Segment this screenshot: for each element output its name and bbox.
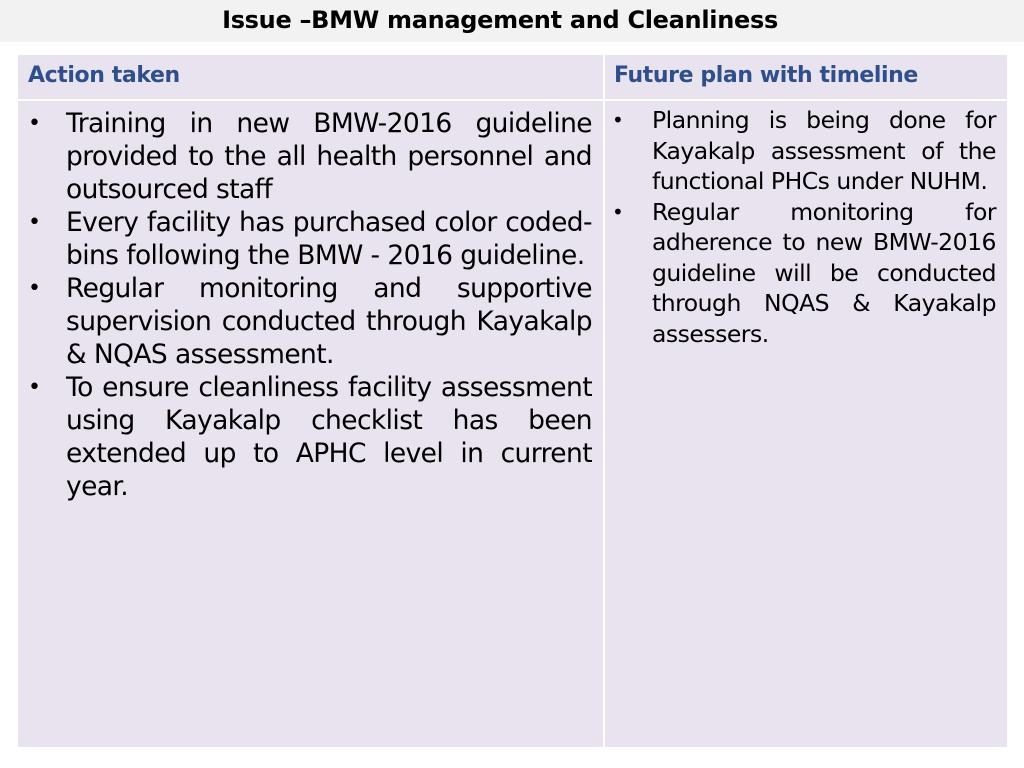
list-item-text: Every facility has purchased color coded- bins following the BMW - 2016 guideline. <box>66 207 592 271</box>
bullet-icon: • <box>28 276 41 301</box>
slide-title: Issue –BMW management and Cleanliness <box>222 6 778 34</box>
column-header-action-taken: Action taken <box>28 63 180 88</box>
list-item <box>28 206 592 272</box>
list-item <box>28 272 592 371</box>
bullet-icon: • <box>612 199 624 224</box>
list-item <box>28 371 592 503</box>
action-taken-list <box>28 107 592 503</box>
header-divider <box>18 99 1007 101</box>
list-item-text: Regular monitoring for adherence to new BMW-2016 guideline will be conducted through NQAS & Kayakalp assessers. <box>652 197 996 348</box>
content-table <box>18 55 1007 747</box>
list-item-text: Regular monitoring and supportive supervision conducted through Kayakalp & NQAS assessment. <box>66 273 592 370</box>
bullet-icon: • <box>28 111 41 136</box>
list-item-text: Training in new BMW-2016 guideline provided to the all health personnel and outsourced staff <box>66 108 592 205</box>
column-header-future-plan: Future plan with timeline <box>614 63 918 88</box>
list-item <box>612 197 996 350</box>
list-item-text: Planning is being done for Kayakalp assessment of the functional PHCs under NUHM. <box>652 106 996 195</box>
list-item <box>612 105 996 197</box>
future-plan-list <box>612 105 996 349</box>
list-item-text: To ensure cleanliness facility assessment using Kayakalp checklist has been extended up to APHC level in current year. <box>66 372 592 502</box>
bullet-icon: • <box>28 210 41 235</box>
list-item <box>28 107 592 206</box>
bullet-icon: • <box>612 108 624 132</box>
column-divider <box>603 55 605 747</box>
bullet-icon: • <box>28 375 41 400</box>
